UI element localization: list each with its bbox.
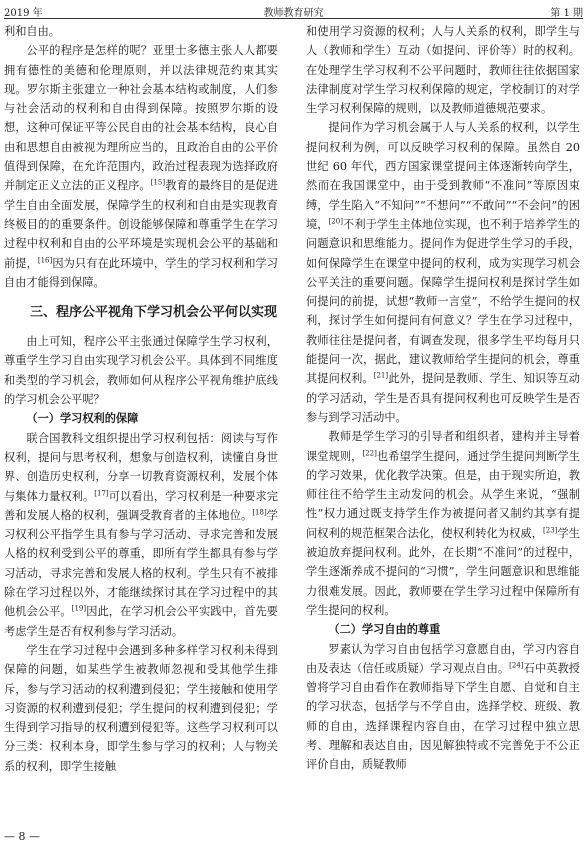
section-heading: 三、程序公平视角下学习机会公平何以实现 (30, 305, 278, 321)
running-header (4, 2, 583, 18)
paragraph: 由上可知，程序公平主张通过保障学生学习权利，尊重学生学习自由实现学习机会公平。具体到不同维度和类型的学习机会，教师如何从程序公平视角维护底线的学习机会公平呢？ (4, 335, 278, 407)
left-column (4, 22, 278, 827)
citation: [17] (94, 488, 109, 497)
paragraph: 提问作为学习机会属于人与人关系的权利，以学生提问权利为例，可以反映学习权利的保障。虽然自 20 世纪 60 年代，西方国家课堂提问主体逐渐转向学生，然而在我国课堂中，由于受到教师“不准问”等原因束缚，学生陷入“不知问”“不想问”“不敢问”“不会问”的困境，[20]不利于学生主体地位实现，也不利于培养学生的问题意识和思维能力。提问作为促进学生学习的手段，如何保障学生在课堂中提问的权利，成为实现学习机会公平关注的重要问题。保障学生提问权利是探讨学生如何提问的前提，试想“教师一言堂”，不给学生提问的权利，探讨学生如何提问有何意义？学生在学习过程中，教师往往是提问者，有调查发现，很多学生平均每月只能提问一次，据此，建议教师给学生提问的机会，尊重其提问权利。[21]此外，提问是教师、学生、知识等互动的学习活动，学生是否具有提问权利也可反映学生是否参与到学习活动中。 (306, 121, 580, 424)
paragraph: 公平的程序是怎样的呢？亚里士多德主张人人都要拥有德性的美德和伦理原则，并以法律规范约束其实现。罗尔斯主张建立一种社会基本结构或制度，人们参与社会活动的权利和自由得到保障。按照罗尔斯的设想，这种可保证平等公民自由的社会基本结构，良心自由和思想自由被视为理所应当的，且政治自由的公平价值得到保障，在允许范围内，政治过程表现为选择政府并制定正义立法的正义程序。[15]教育的最终目的是促进学生自由全面发展，保障学生的权利和自由是实现教育终极目的的重要条件。创设能够保障和尊重学生在学习过程中权利和自由的公平环境是实现机会公平的基础和前提，[16]因为只有在此环境中，学生的学习权利和学习自由才能得到保障。 (4, 44, 278, 289)
citation: [20] (328, 217, 343, 226)
citation: [24] (509, 661, 524, 670)
right-column (306, 22, 580, 827)
paragraph: 和使用学习资源的权利；人与人关系的权利，即学生与人（教师和学生）互动（如提问、评价等）时的权利。在处理学生学习权利不公平问题时，教师往往依据国家法律制度对学生学习权利保障的规定，学校制订的对学生学习权利保障的规则，以及教师道德规范要求。 (306, 25, 580, 116)
citation: [19] (71, 604, 87, 613)
subsection-heading: （一）学习权利的保障 (26, 412, 139, 426)
citation: [21] (373, 371, 389, 380)
subsection-heading: （二）学习自由的尊重 (328, 623, 441, 637)
paragraph: 联合国教科文组织提出学习权利包括：阅读与写作权利，提问与思考权利，想象与创造权利，读懂自身世界、创造历史权利，分享一切教育资源权利，发展个体与集体力量权利。[17]可以看出，学习权利是一种要求完善和发展人格的权利，强调受教育者的主体地位。[18]学习权利公平指学生具有参与学习活动、寻求完善和发展人格的权利受到公平的尊重，即所有学生都具有参与学习活动，寻求完善和发展人格的权利。学生只有不被排除在学习过程以外，才能继续探讨其在学习过程中的其他机会公平。[19]因此，在学习机会公平实践中，首先要考虑学生是否有权利参与学习活动。 (4, 431, 278, 638)
citation: [23] (543, 525, 558, 534)
header-issue: 第 1 期 (550, 8, 583, 19)
header-year: 2019 年 (4, 8, 43, 19)
paragraph: 利和自由。 (4, 25, 60, 38)
paragraph: 学生在学习过程中会遇到多种多样学习权利未得到保障的问题，如某些学生被教师忽视和受其他学生排斥，参与学习活动的权利遭到侵犯；学生接触和使用学习资源的权利遭到侵犯；学生提问的权利遭到侵犯；学生得到学习指导的权利遭到侵犯等。这些学习权利可以分三类：权利本身，即学生参与学习的权利；人与物关系的权利，即学生接触 (4, 643, 278, 773)
citation: [16] (37, 255, 53, 264)
header-journal: 教师教育研究 (263, 8, 324, 19)
citation: [18] (252, 508, 267, 517)
citation: [22] (362, 448, 377, 457)
header-rule (4, 18, 583, 19)
paragraph: 教师是学生学习的引导者和组织者，建构并主导着课堂规则，[22]也希望学生提问，通过学生提问判断学生的学习效果，优化教学决策。但是，由于现实所迫，教师往往不给学生主动发问的机会。从学生来说，“强制性”权力通过既支持学生作为被提问者又制约其享有提问权利的规范框架合法化，使权利转化为权威，[23]学生被迫放弃提问权利。此外，在长期“不准问”的过程中，学生逐渐养成不提问的“习惯”，学生问题意识和思维能力很难发展。因此，教师要在学生学习过程中保障所有学生提问的权利。 (306, 430, 580, 617)
citation: [15] (150, 178, 166, 187)
paragraph: 罗素认为学习自由包括学习意愿自由，学习内容自由及表达（信任或质疑）学习观点自由。[24]石中英教授曾将学习自由看作在教师指导下学生自愿、自觉和自主的学习状态，包括学与不学自由，选择学校、班级、教师的自由，选择课程内容自由，在学习过程中独立思考、理解和表达自由，因见解独特或不完善免于不公正评价自由，质疑教师 (306, 642, 580, 772)
page-number: — 8 — (4, 830, 40, 843)
